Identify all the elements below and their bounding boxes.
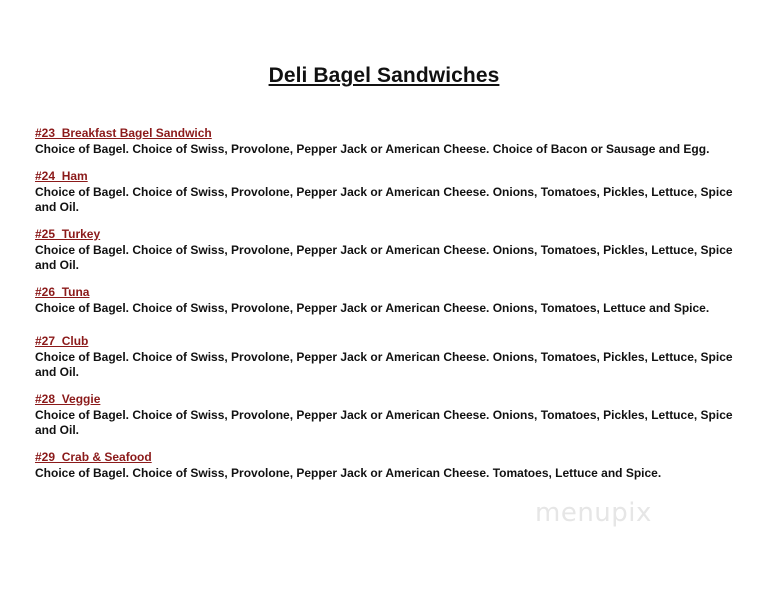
menu-item-description: Choice of Bagel. Choice of Swiss, Provolone, Pepper Jack or American Cheese. Choice of Bacon or Sausage and Egg. — [35, 142, 710, 156]
page-title: Deli Bagel Sandwiches — [268, 64, 500, 87]
menu-item-ham — [35, 167, 740, 215]
menu-item-description: Choice of Bagel. Choice of Swiss, Provolone, Pepper Jack or American Cheese. Onions, Tomatoes, Pickles, Lettuce, Spice and Oil. — [35, 243, 733, 272]
menu-item-title: #28 Veggie — [35, 392, 101, 406]
menu-item-breakfast-bagel-sandwich — [35, 124, 740, 157]
menupix-watermark: menupix — [535, 498, 652, 528]
menu-item-title: #24 Ham — [35, 169, 88, 183]
menu-item-turkey — [35, 225, 740, 273]
menu-item-description: Choice of Bagel. Choice of Swiss, Provolone, Pepper Jack or American Cheese. Onions, Tomatoes, Pickles, Lettuce, Spice and Oil. — [35, 350, 733, 379]
menu-item-veggie — [35, 390, 740, 438]
menu-item-title: #25 Turkey — [35, 227, 101, 241]
menu-item-description: Choice of Bagel. Choice of Swiss, Provolone, Pepper Jack or American Cheese. Onions, Tomatoes, Pickles, Lettuce, Spice and Oil. — [35, 408, 733, 437]
menu-item-title: #26 Tuna — [35, 285, 90, 299]
menu-item-club — [35, 332, 740, 380]
menu-item-title: #23 Breakfast Bagel Sandwich — [35, 126, 212, 140]
menu-item-title: #27 Club — [35, 334, 89, 348]
menu-item-tuna — [35, 283, 740, 316]
menu-item-crab-seafood — [35, 448, 740, 481]
menu-item-description: Choice of Bagel. Choice of Swiss, Provolone, Pepper Jack or American Cheese. Onions, Tomatoes, Lettuce and Spice. — [35, 301, 710, 315]
menu-item-title: #29 Crab & Seafood — [35, 450, 152, 464]
menu-item-description: Choice of Bagel. Choice of Swiss, Provolone, Pepper Jack or American Cheese. Onions, Tomatoes, Pickles, Lettuce, Spice and Oil. — [35, 185, 733, 214]
menu-item-description: Choice of Bagel. Choice of Swiss, Provolone, Pepper Jack or American Cheese. Tomatoes, Lettuce and Spice. — [35, 466, 662, 480]
